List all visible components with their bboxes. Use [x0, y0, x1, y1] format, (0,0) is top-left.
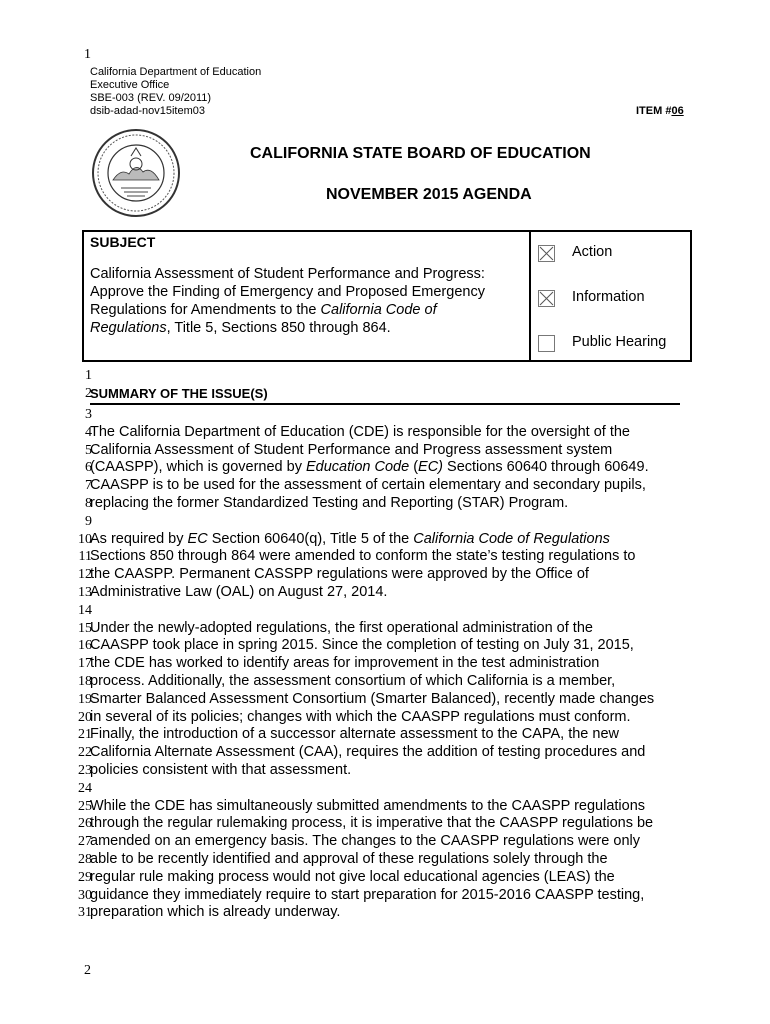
- item-number: [636, 105, 684, 117]
- body-line: [90, 726, 619, 742]
- text-run: through the regular rulemaking process, it is imperative that the CAASPP regulations be: [90, 815, 654, 832]
- body-line: [90, 655, 599, 671]
- check-x-icon: [539, 246, 554, 261]
- text-run: California Alternate Assessment (CAA), requires the addition of testing procedures and: [90, 744, 646, 761]
- line-number: 25: [78, 798, 92, 814]
- text-run: The California Department of Education (CDE) is responsible for the oversight of the: [90, 423, 630, 440]
- text-run: Sections 60640 through 60649.: [443, 459, 649, 476]
- text-run: policies consistent with that assessment.: [90, 762, 352, 778]
- text-run: process. Additionally, the assessment consortium of which California is a member,: [90, 673, 616, 689]
- line-number: 30: [78, 887, 92, 903]
- item-value: 06: [671, 105, 684, 117]
- body-line: [90, 744, 645, 760]
- text-run: While the CDE has simultaneously submitted amendments to the CAASPP regulations: [90, 797, 646, 814]
- line-number: 1: [85, 368, 92, 383]
- text-run: CAASPP is to be used for the assessment of certain elementary and secondary pupils,: [90, 477, 646, 494]
- body-line: [90, 424, 630, 440]
- body-line: [90, 869, 615, 885]
- line-number: 11: [78, 549, 92, 565]
- body-line: [90, 620, 593, 636]
- text-run: , Title 5, Sections 850 through 864.: [166, 320, 391, 336]
- line-number: 26: [78, 816, 92, 832]
- line-number: 4: [85, 424, 92, 440]
- line-number: 14: [78, 602, 92, 618]
- text-run: replacing the former Standardized Testing and Reporting (STAR) Program.: [90, 495, 569, 511]
- text-run: CAASPP took place in spring 2015. Since the completion of testing on July 31, 2015,: [90, 637, 634, 654]
- line-number: 12: [78, 567, 92, 583]
- subject-line: [90, 284, 485, 300]
- subject-line: [90, 266, 485, 282]
- line-number: 15: [78, 620, 92, 636]
- body-line: [90, 851, 608, 867]
- body-line: [90, 584, 387, 600]
- text-run: the CDE has worked to identify areas for improvement in the test administration: [90, 655, 600, 672]
- italic-text: EC): [418, 459, 444, 476]
- line-number: 3: [85, 407, 92, 422]
- text-run: California Assessment of Student Performance and Progress assessment system: [90, 441, 613, 458]
- header-line-form: SBE-003 (REV. 09/2011): [90, 92, 212, 104]
- line-number: 9: [85, 513, 92, 529]
- body-line: [90, 459, 649, 475]
- text-run: guidance they immediately require to start preparation for 2015-2016 CAASPP testing,: [90, 886, 645, 903]
- body-line: [90, 815, 653, 831]
- board-title: CALIFORNIA STATE BOARD OF EDUCATION: [250, 145, 591, 162]
- checkbox-information[interactable]: [538, 290, 555, 307]
- agenda-title: NOVEMBER 2015 AGENDA: [326, 186, 532, 203]
- text-run: Section 60640(q), Title 5 of the: [207, 530, 414, 547]
- state-seal-icon: [91, 128, 181, 218]
- line-number: 28: [78, 852, 92, 867]
- subject-heading: SUBJECT: [90, 234, 156, 250]
- line-number: 20: [78, 709, 92, 725]
- text-run: Administrative Law (OAL) on August 27, 2014.: [90, 584, 388, 600]
- line-number: 6: [85, 460, 92, 476]
- checkbox-label: Information: [572, 289, 645, 305]
- body-line: [90, 531, 610, 547]
- text-run: (CAASPP), which is governed by: [90, 459, 306, 476]
- italic-text: EC: [187, 530, 208, 547]
- italic-text: Regulations: [90, 320, 167, 336]
- line-number: 19: [78, 691, 92, 707]
- text-run: the CAASPP. Permanent CASSPP regulations were approved by the Office of: [90, 566, 589, 583]
- body-line: [90, 762, 351, 778]
- line-number: 13: [78, 585, 92, 600]
- line-number: 23: [78, 763, 92, 778]
- body-line: [90, 691, 654, 707]
- line-number: 10: [78, 531, 92, 547]
- body-line: [90, 477, 646, 493]
- line-number: 27: [78, 834, 92, 850]
- checkbox-label: Action: [572, 244, 613, 260]
- line-number: 2: [85, 386, 92, 401]
- summary-heading: SUMMARY OF THE ISSUE(S): [90, 386, 268, 401]
- subject-line: [90, 302, 437, 318]
- italic-text: California Code of: [320, 302, 437, 318]
- body-line: [90, 887, 644, 903]
- text-run: able to be recently identified and approval of these regulations solely through the: [90, 851, 608, 867]
- text-run: regular rule making process would not give local educational agencies (LEAS) the: [90, 868, 615, 885]
- line-number: 31: [78, 905, 92, 921]
- text-run: Sections 850 through 864 were amended to conform the state’s testing regulations to: [90, 548, 636, 565]
- body-line: [90, 548, 635, 564]
- body-line: [90, 904, 340, 920]
- subject-line: [90, 320, 391, 336]
- body-line: [90, 833, 640, 849]
- italic-text: Education Code: [305, 459, 410, 476]
- text-run: Regulations for Amendments to the: [90, 302, 321, 318]
- text-run: (: [409, 459, 419, 476]
- line-number: 22: [78, 745, 92, 761]
- text-run: Finally, the introduction of a successor alternate assessment to the CAPA, the new: [90, 726, 619, 743]
- line-number: 16: [78, 638, 92, 654]
- text-run: preparation which is already underway.: [90, 904, 341, 921]
- header-line-docid: dsib-adad-nov15item03: [90, 105, 205, 117]
- text-run: California Assessment of Student Performance and Progress:: [90, 266, 485, 282]
- body-line: [90, 442, 612, 458]
- text-run: amended on an emergency basis. The changes to the CAASPP regulations were only: [90, 833, 640, 850]
- line-number: 5: [85, 442, 92, 458]
- body-line: [90, 566, 589, 582]
- line-number: 21: [78, 727, 92, 743]
- line-number: 7: [85, 478, 92, 494]
- item-prefix: ITEM #: [636, 105, 672, 117]
- line-number: 29: [78, 869, 92, 885]
- body-line: [90, 637, 634, 653]
- body-line: [90, 709, 631, 725]
- line-number: 17: [78, 656, 92, 672]
- text-run: Under the newly-adopted regulations, the first operational administration of the: [90, 619, 593, 636]
- text-run: As required by: [90, 530, 188, 547]
- line-number: 8: [85, 496, 92, 511]
- body-line: [90, 495, 568, 511]
- checkbox-label: Public Hearing: [572, 334, 667, 350]
- text-run: Approve the Finding of Emergency and Proposed Emergency: [90, 284, 485, 300]
- header-line-department: California Department of Education: [90, 66, 262, 78]
- line-number: 18: [78, 674, 92, 689]
- checkbox-action[interactable]: [538, 245, 555, 262]
- line-number: 24: [78, 780, 92, 796]
- italic-text: California Code of Regulations: [413, 530, 610, 547]
- text-run: Smarter Balanced Assessment Consortium (Smarter Balanced), recently made changes: [90, 690, 655, 707]
- summary-rule: [90, 403, 680, 405]
- check-x-icon: [539, 291, 554, 306]
- body-line: [90, 673, 615, 689]
- top-page-number: 1: [84, 47, 91, 62]
- bottom-page-number: 2: [84, 963, 91, 978]
- header-line-office: Executive Office: [90, 79, 170, 91]
- body-line: [90, 798, 645, 814]
- text-run: in several of its policies; changes with which the CAASPP regulations must conform.: [90, 708, 631, 725]
- checkbox-public-hearing[interactable]: [538, 335, 555, 352]
